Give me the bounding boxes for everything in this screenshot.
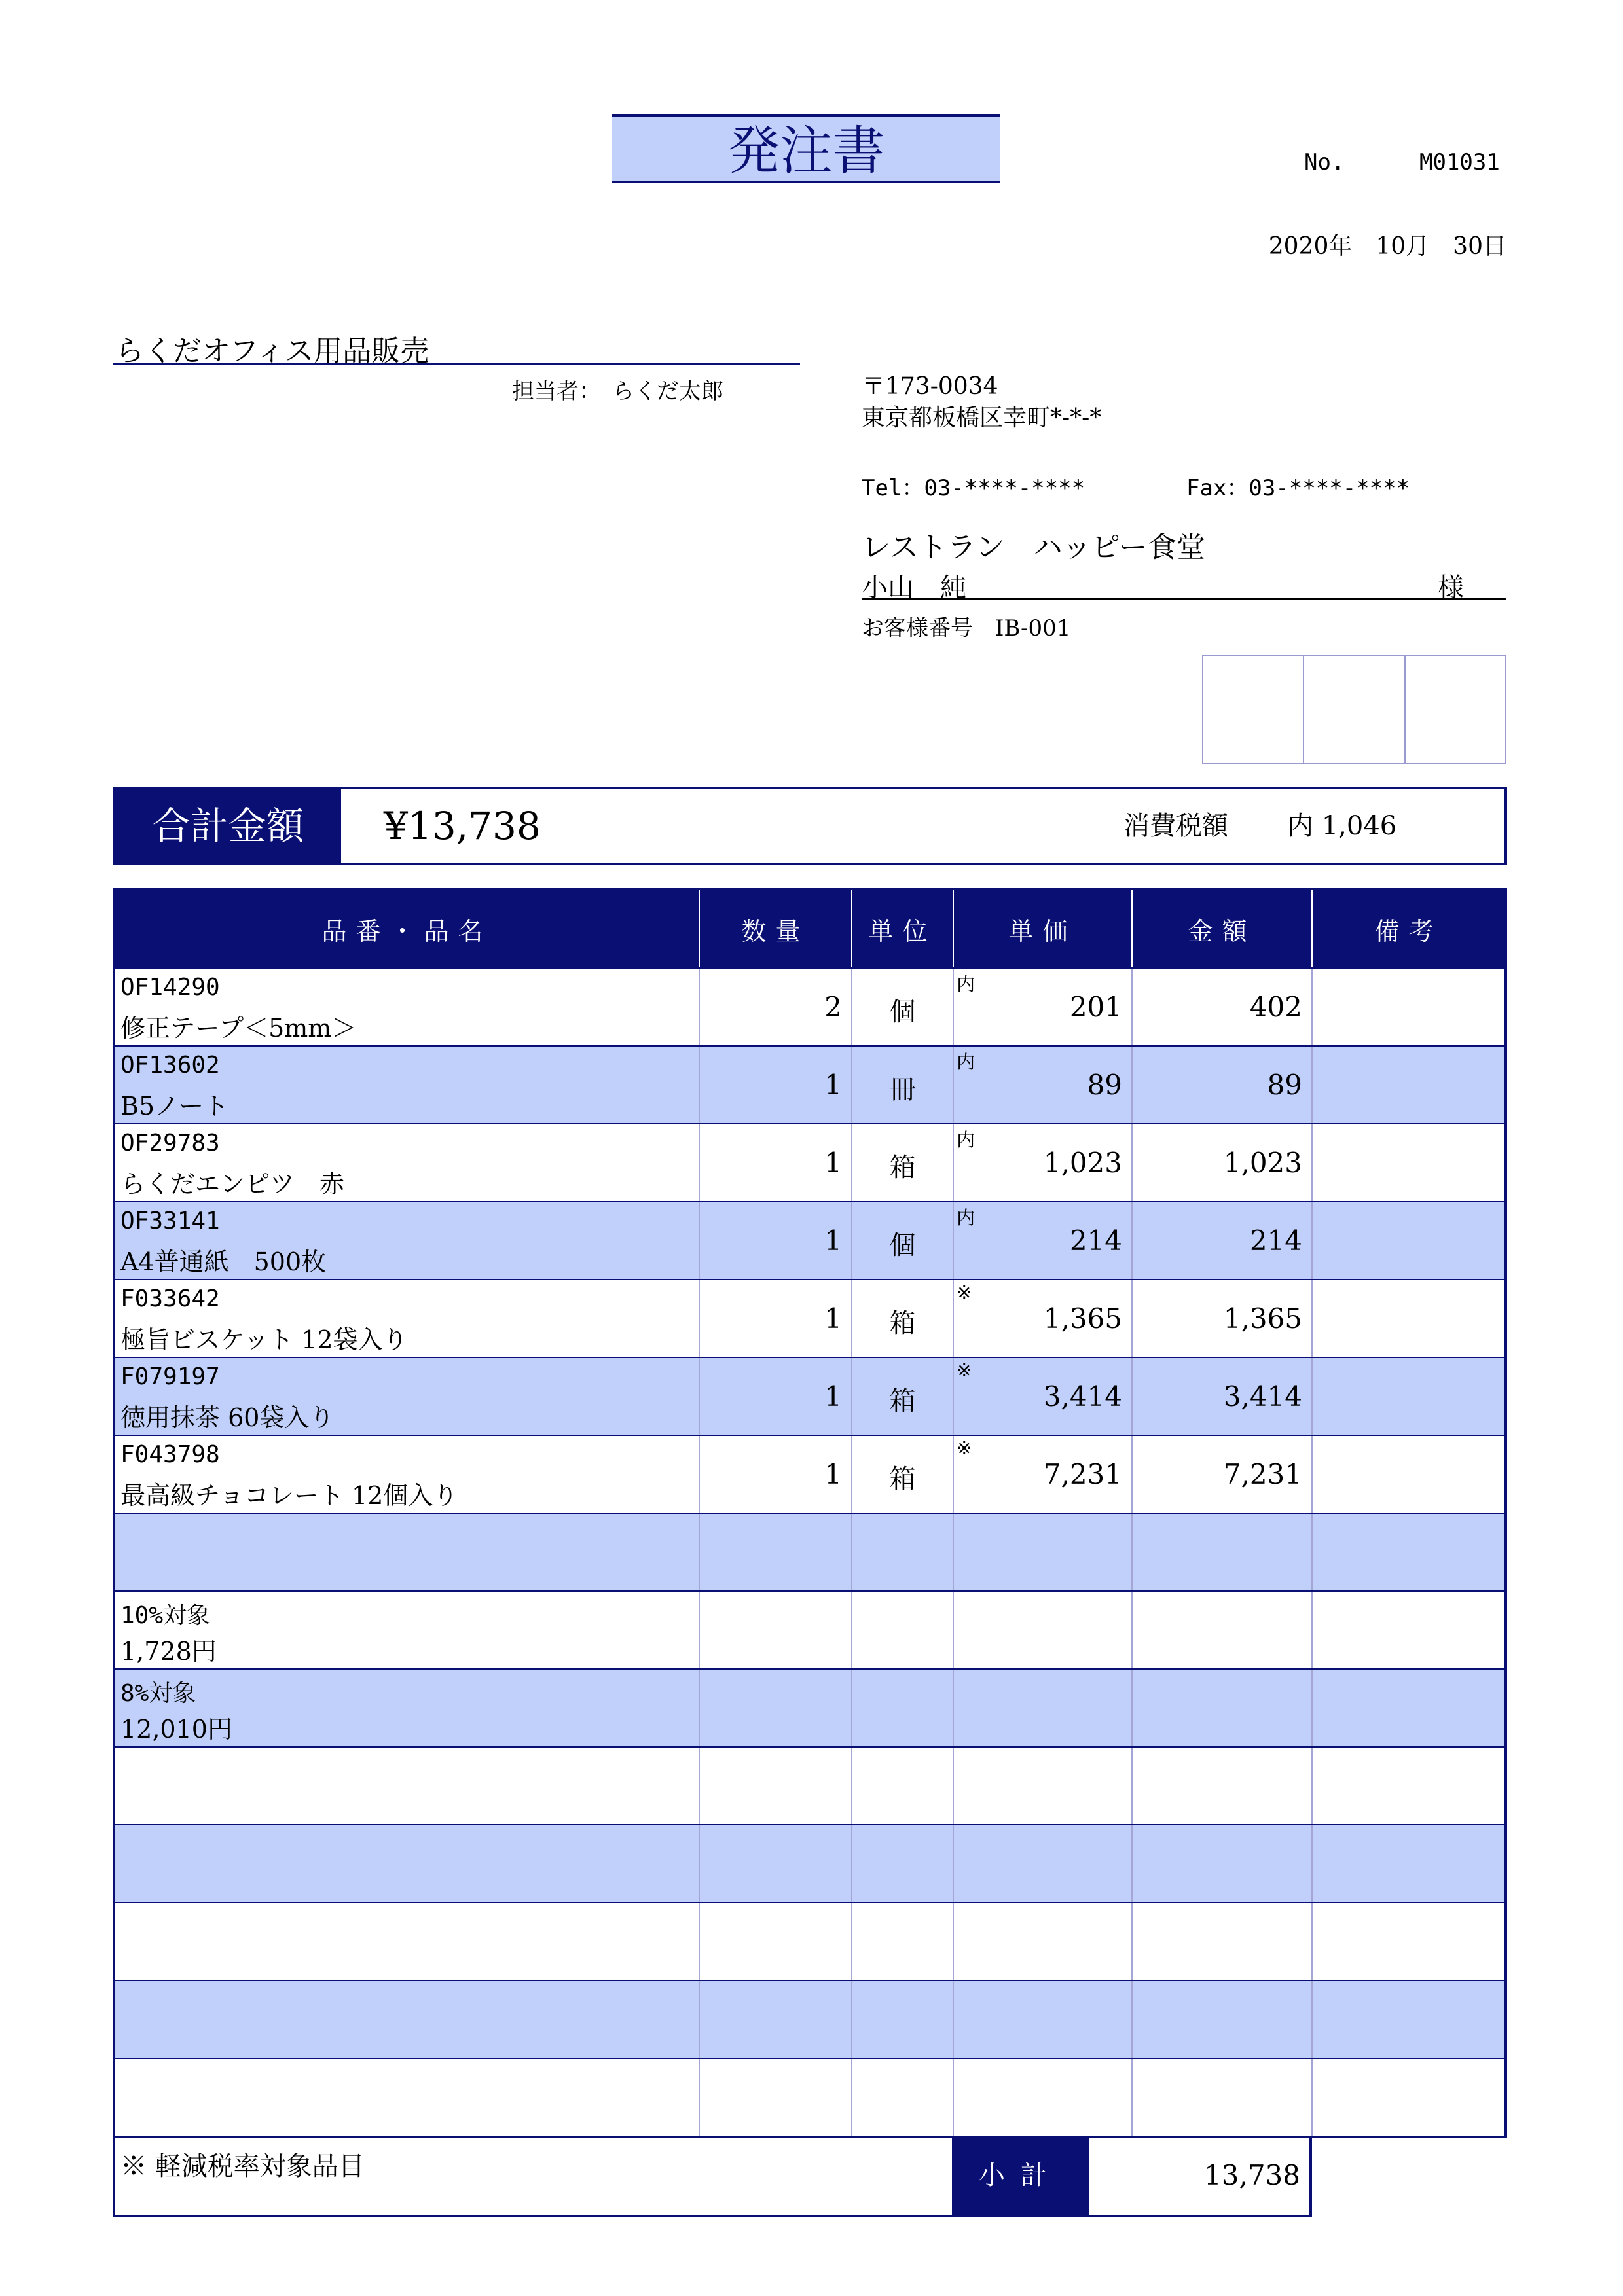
item-name: 極旨ビスケット 12袋入り [120,1325,408,1354]
cell-unit [852,1903,954,1980]
cell-price [954,1358,1133,1435]
cell-price [954,1981,1133,2058]
item-unit: 個 [889,997,916,1027]
cell-price [954,1825,1133,1902]
cell-notes [1313,1280,1504,1357]
item-code: OF13602 [120,1052,220,1079]
cell-item [115,1670,700,1746]
item-amount: 7,231 [1223,1458,1302,1490]
stamp-boxes [1202,655,1506,764]
cell-item [115,1592,700,1668]
item-qty: 1 [824,1225,842,1257]
cell-price [954,969,1133,1045]
cell-notes [1313,1047,1504,1123]
cell-price [954,1670,1133,1746]
tax-mark: 内 [957,973,976,995]
header-item: 品番・品名 [115,890,700,967]
tax-mark: ※ [957,1359,972,1381]
item-qty: 1 [824,1147,842,1179]
document-no-value: M01031 [1419,149,1500,175]
stamp-box [1406,656,1505,763]
header-amount: 金額 [1133,890,1313,967]
cell-price [954,1280,1133,1357]
item-price: 1,365 [1043,1302,1122,1335]
table-row [115,1279,1504,1357]
table-row [115,1668,1504,1746]
subtotal-value: 13,738 [1204,2159,1300,2191]
customer-underline [862,598,1506,600]
cell-item [115,1280,700,1357]
cell-notes [1313,1436,1504,1513]
cell-notes [1313,1748,1504,1824]
cell-qty [700,1280,852,1357]
item-code: F033642 [120,1285,220,1312]
cell-item [115,1748,700,1824]
tax-mark: ※ [957,1437,972,1459]
cell-item [115,1436,700,1513]
item-unit: 箱 [889,1464,916,1494]
table-row [115,1123,1504,1201]
cell-amount [1133,1047,1313,1123]
cell-qty [700,1436,852,1513]
cell-amount [1133,1670,1313,1746]
cell-qty [700,2059,852,2136]
item-code: F079197 [120,1363,220,1390]
table-row [115,1746,1504,1824]
cell-notes [1313,1514,1504,1590]
cell-amount [1133,1981,1313,2058]
item-price: 7,231 [1043,1458,1122,1490]
item-amount: 89 [1267,1069,1302,1101]
cell-unit [852,1670,954,1746]
item-unit: 箱 [889,1386,916,1416]
cell-item [115,1981,700,2058]
item-code: OF14290 [120,974,220,1001]
table-row [115,1824,1504,1902]
item-name: 修正テープ＜5mm＞ [120,1014,357,1043]
cell-unit [852,2059,954,2136]
item-unit: 箱 [889,1153,916,1183]
item-price: 1,023 [1043,1147,1122,1179]
cell-amount [1133,1280,1313,1357]
stamp-box [1203,656,1304,763]
item-code: 8%対象 [120,1680,196,1707]
item-price: 89 [1087,1069,1122,1101]
cell-item [115,2059,700,2136]
cell-amount [1133,1202,1313,1279]
cell-unit [852,1514,954,1590]
cell-notes [1313,1981,1504,2058]
cell-qty [700,1124,852,1201]
item-name: 徳用抹茶 60袋入り [120,1403,335,1432]
cell-notes [1313,1903,1504,1980]
customer-company: レストラン ハッピー食堂 [862,531,1205,564]
document-date: 2020年 10月 30日 [1268,233,1506,260]
cell-item [115,1124,700,1201]
item-price: 201 [1069,991,1122,1023]
table-header [115,890,1504,967]
cell-amount [1133,1124,1313,1201]
item-code: OF33141 [120,1208,220,1234]
cell-amount [1133,1748,1313,1824]
cell-qty [700,1358,852,1435]
item-qty: 1 [824,1302,842,1335]
item-qty: 1 [824,1380,842,1412]
item-name: B5ノート [120,1092,228,1121]
cell-unit [852,1748,954,1824]
cell-qty [700,1748,852,1824]
document-no-label: No. [1304,149,1345,175]
item-code: OF29783 [120,1130,220,1157]
item-qty: 2 [824,991,842,1023]
cell-qty [700,1670,852,1746]
customer-tel: Tel：03-****-**** [862,475,1085,501]
cell-amount [1133,1514,1313,1590]
customer-address: 東京都板橋区幸町*-*-* [862,404,1102,431]
cell-price [954,1124,1133,1201]
cell-unit [852,1124,954,1201]
cell-price [954,2059,1133,2136]
tax-mark: ※ [957,1282,972,1303]
cell-qty [700,1514,852,1590]
cell-unit [852,1436,954,1513]
cell-amount [1133,1358,1313,1435]
customer-fax: Fax：03-****-**** [1186,475,1410,501]
table-row [115,1902,1504,1980]
cell-item [115,1202,700,1279]
total-value: ¥13,738 [384,804,541,848]
table-row [115,1513,1504,1590]
table-row [115,1980,1504,2058]
document-title: 発注書 [612,114,1000,183]
cell-amount [1133,969,1313,1045]
cell-qty [700,1981,852,2058]
cell-price [954,1903,1133,1980]
cell-unit [852,1981,954,2058]
cell-qty [700,1903,852,1980]
cell-item [115,1047,700,1123]
table-row [115,1435,1504,1513]
customer-number: お客様番号 IB-001 [862,615,1071,641]
cell-unit [852,1047,954,1123]
item-name: 最高級チョコレート 12個入り [120,1481,458,1510]
total-box [113,787,1507,865]
cell-qty [700,1825,852,1902]
cell-price [954,1748,1133,1824]
supplier-name: らくだオフィス用品販売 [115,334,429,368]
cell-price [954,1514,1133,1590]
cell-qty [700,969,852,1045]
cell-notes [1313,969,1504,1045]
item-unit: 箱 [889,1308,916,1338]
cell-amount [1133,1436,1313,1513]
cell-price [954,1202,1133,1279]
cell-price [954,1436,1133,1513]
cell-notes [1313,1202,1504,1279]
cell-amount [1133,1592,1313,1668]
cell-item [115,1514,700,1590]
tax-mark: 内 [957,1207,976,1229]
header-notes: 備考 [1374,916,1443,946]
tax-mark: 内 [957,1051,976,1073]
item-qty: 1 [824,1458,842,1490]
header-qty: 数量 [700,890,852,967]
item-unit: 個 [889,1230,916,1261]
cell-price [954,1592,1133,1668]
item-name: A4普通紙 500枚 [120,1247,327,1276]
subtotal-label: 小計 [952,2136,1089,2215]
customer-postal: 〒173-0034 [862,373,998,400]
cell-item [115,1825,700,1902]
item-name: 1,728円 [120,1637,217,1666]
cell-notes [1313,1825,1504,1902]
cell-unit [852,1358,954,1435]
cell-notes [1313,1592,1504,1668]
cell-amount [1133,2059,1313,2136]
reduced-tax-note: ※ 軽減税率対象品目 [120,2151,365,2181]
cell-item [115,1903,700,1980]
cell-amount [1133,1903,1313,1980]
item-price: 3,414 [1043,1380,1122,1412]
tax-mark: 内 [957,1129,976,1151]
item-amount: 3,414 [1223,1380,1302,1412]
cell-qty [700,1202,852,1279]
cell-notes [1313,2059,1504,2136]
cell-notes [1313,1358,1504,1435]
tax-label: 消費税額 [1123,811,1228,841]
cell-amount [1133,1825,1313,1902]
cell-unit [852,1280,954,1357]
cell-item [115,1358,700,1435]
cell-qty [700,1592,852,1668]
cell-notes [1313,1670,1504,1746]
table-row [115,1590,1504,1668]
item-code: 10%対象 [120,1602,211,1629]
tax-value: 内 1,046 [1287,811,1397,841]
table-row [115,967,1504,1045]
total-label: 合計金額 [115,789,341,863]
item-name: らくだエンピツ 赤 [120,1170,345,1198]
cell-notes [1313,1124,1504,1201]
supplier-underline [113,363,800,365]
item-price: 214 [1069,1225,1122,1257]
cell-item [115,969,700,1045]
stamp-box [1304,656,1405,763]
table-row [115,1045,1504,1123]
item-amount: 1,365 [1223,1302,1302,1335]
supplier-person: 担当者： らくだ太郎 [512,378,723,404]
cell-unit [852,1592,954,1668]
table-row [115,1357,1504,1435]
cell-qty [700,1047,852,1123]
item-amount: 214 [1249,1225,1302,1257]
cell-price [954,1047,1133,1123]
item-qty: 1 [824,1069,842,1101]
table-row [115,2058,1504,2136]
table-body [115,967,1504,2136]
item-amount: 1,023 [1223,1147,1302,1179]
customer-contact: 小山 純 [862,573,966,603]
cell-unit [852,1202,954,1279]
item-unit: 冊 [889,1075,916,1105]
header-price: 単価 [954,890,1133,967]
header-unit: 単位 [852,890,954,967]
table-footer [113,2136,1312,2217]
item-amount: 402 [1249,991,1302,1023]
cell-unit [852,1825,954,1902]
cell-unit [852,969,954,1045]
table-row [115,1201,1504,1279]
item-code: F043798 [120,1441,220,1468]
customer-honorific: 様 [1438,573,1464,603]
order-table [113,888,1507,2138]
item-name: 12,010円 [120,1715,232,1744]
